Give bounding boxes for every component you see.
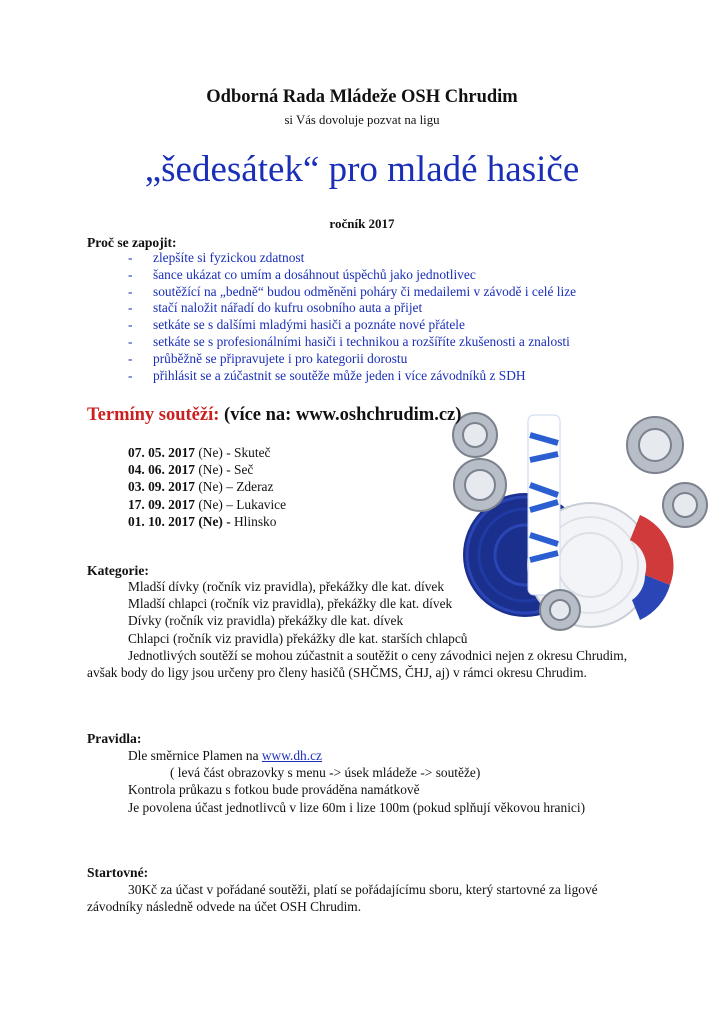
categories-note: Jednotlivých soutěží se mohou zúčastnit a soutěžit o ceny závodnici nejen z okresu Chrudim, avšak body do ligy jsou určeny pro členy hasičů (SHČMS, ČHJ, aj) v rámci okresu Chrudim.	[87, 647, 628, 681]
rules-line: ( levá část obrazovky s menu -> úsek mládeže -> soutěže)	[170, 765, 481, 781]
document-subtitle: si Vás dovoluje pozvat na ligu	[284, 113, 440, 127]
list-item: - průběžně se připravujete i pro kategorii dorostu	[128, 350, 408, 366]
category-line: Mladší dívky (ročník viz pravidla), překážky dle kat. dívek	[128, 579, 445, 594]
why-list	[128, 250, 576, 384]
document-title: Odborná Rada Mládeže OSH Chrudim	[206, 87, 518, 107]
list-item: - setkáte se s dalšími mladými hasiči a poznáte nové přátele	[128, 317, 465, 333]
rules-label: Pravidla:	[87, 731, 142, 746]
rules-line: Dle směrnice Plamen na www.dh.cz	[128, 748, 322, 763]
categories-block	[87, 578, 647, 681]
list-item: - stačí naložit nářadí do kufru osobního auta a přijet	[128, 300, 423, 316]
terms-label: Termíny soutěží:	[87, 405, 220, 425]
league-headline: „šedesátek“ pro mladé hasiče	[144, 149, 580, 190]
why-label: Proč se zapojit:	[87, 235, 177, 250]
category-line: Mladší chlapci (ročník viz pravidla), překážky dle kat. dívek	[128, 596, 453, 612]
list-item: - zlepšíte si fyzickou zdatnost	[128, 250, 305, 265]
list-item: - šance ukázat co umím a dosáhnout úspěchů jako jednotlivec	[128, 266, 476, 282]
list-item: - setkáte se s profesionálními hasiči i technikou a rozšíříte zkušenosti a znalosti	[128, 333, 570, 349]
rules-line: Je povolena účast jednotlivců v lize 60m i lize 100m (pokud splňují věkovou hranici)	[128, 799, 586, 815]
date-item: 01. 10. 2017 (Ne) - Hlinsko	[128, 513, 277, 529]
dh-link[interactable]: www.dh.cz	[261, 748, 322, 763]
category-line: Chlapci (ročník viz pravidla) překážky dle kat. starších chlapců	[128, 630, 468, 646]
terms-heading	[87, 405, 461, 426]
fee-label: Startovné:	[87, 865, 149, 880]
category-line: Dívky (ročník viz pravidla) překážky dle kat. dívek	[128, 613, 404, 629]
rules-block	[87, 747, 687, 816]
date-item: 07. 05. 2017 (Ne) - Skuteč	[128, 445, 271, 460]
fee-text: 30Kč za účast v pořádané soutěži, platí se pořádajícímu sboru, který startovné za ligové závodníky následně odvede na účet OSH Chrudim.	[87, 882, 598, 915]
date-item: 17. 09. 2017 (Ne) – Lukavice	[128, 496, 287, 512]
terms-more-link-text: (více na: www.oshchrudim.cz)	[224, 405, 462, 425]
rules-line: Kontrola průkazu s fotkou bude prováděna namátkově	[128, 782, 420, 798]
list-item: - přihlásit se a zúčastnit se soutěže může jeden i více závodníků z SDH	[128, 367, 526, 383]
dates-list	[128, 444, 286, 530]
categories-label: Kategorie:	[87, 563, 149, 578]
list-item: - soutěžící na „bedně“ budou odměněni poháry či medailemi v závodě i celé lize	[128, 283, 577, 299]
date-item: 04. 06. 2017 (Ne) - Seč	[128, 462, 254, 478]
date-item: 03. 09. 2017 (Ne) – Zderaz	[128, 479, 274, 495]
season-year: ročník 2017	[329, 216, 395, 231]
